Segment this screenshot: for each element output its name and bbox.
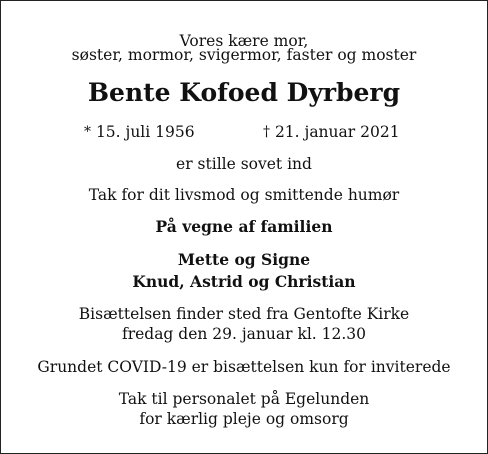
thanks-humor-line: Tak for dit livsmod og smittende humør	[88, 186, 400, 204]
death-date	[263, 122, 400, 142]
staff-thanks-line-1: Tak til personalet på Egelunden	[118, 390, 370, 408]
intro-line-2: søster, mormor, svigermor, faster og moster	[71, 46, 417, 64]
family-line-2: Knud, Astrid og Christian	[132, 272, 356, 291]
family-line-1: Mette og Signe	[177, 250, 311, 269]
funeral-line-1: Bisættelsen finder sted fra Gentofte Kirke	[78, 305, 410, 323]
birth-date	[84, 122, 195, 142]
death-date-text: 21. januar 2021	[274, 123, 400, 141]
covid-line: Grundet COVID-19 er bisættelsen kun for inviterede	[37, 358, 451, 376]
intro-line-1: Vores kære mor,	[179, 32, 309, 50]
funeral-line-2: fredag den 29. januar kl. 12.30	[121, 325, 367, 343]
birth-symbol: *	[84, 124, 91, 140]
on-behalf-line: På vegne af familien	[155, 217, 333, 236]
staff-thanks-line-2: for kærlig pleje og omsorg	[139, 410, 349, 428]
life-dates	[1, 122, 487, 142]
passed-line: er stille sovet ind	[176, 155, 312, 173]
birth-date-text: 15. juli 1956	[95, 123, 195, 141]
deceased-name: Bente Kofoed Dyrberg	[87, 78, 401, 107]
death-symbol: †	[263, 124, 270, 140]
